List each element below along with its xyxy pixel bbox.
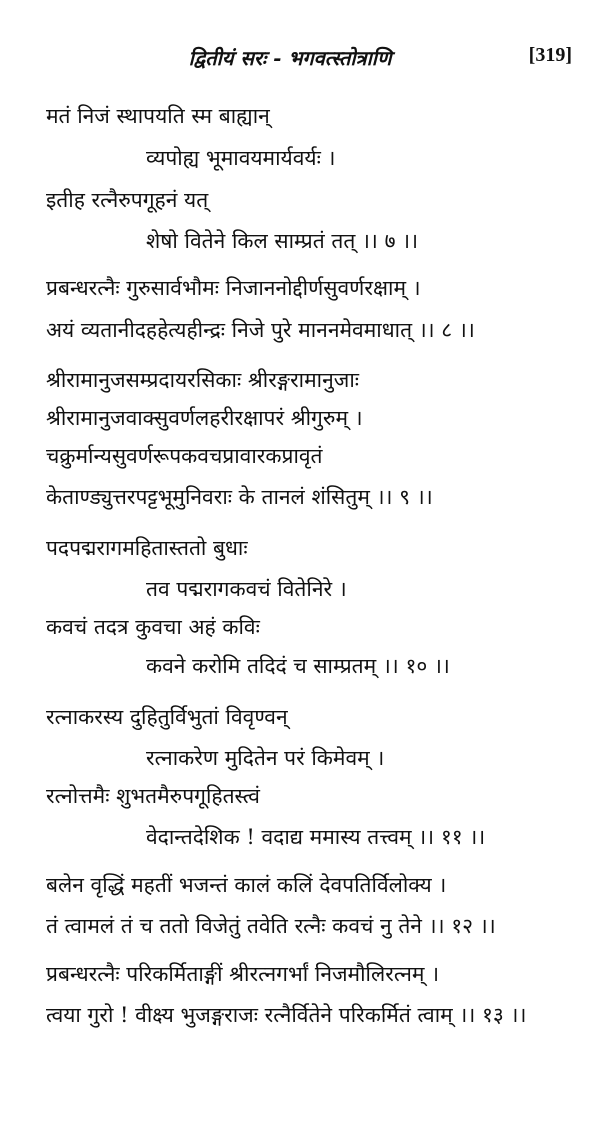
verse-line: कवचं तदत्र कुवचा अहं कविः <box>46 615 260 639</box>
verse-line: त्वया गुरो ! वीक्ष्य भुजङ्गराजः रत्नैर्वितेने परिकर्मितं त्वाम् ।। १३ ।। <box>46 1003 527 1027</box>
verse-line: मतं निजं स्थापयति स्म बाह्यान् <box>46 104 270 128</box>
verse-line: रत्नोत्तमैः शुभतमैरुपगूहितस्त्वं <box>46 784 260 808</box>
page-number: [319] <box>528 44 572 66</box>
verse-line: तव पद्मरागकवचं वितेनिरे । <box>146 577 347 601</box>
running-title: द्वितीयं सरः - भगवत्स्तोत्राणि <box>188 46 392 70</box>
verse-line: रत्नाकरस्य दुहितुर्विभुतां विवृण्वन् <box>46 705 288 729</box>
verse-line: श्रीरामानुजसम्प्रदायरसिकाः श्रीरङ्गरामानुजाः <box>46 368 360 392</box>
verse-line: रत्नाकरेण मुदितेन परं किमेवम् । <box>146 746 385 770</box>
verse-line: चक्रुर्मान्यसुवर्णरूपकवचप्रावारकप्रावृतं <box>46 444 323 468</box>
verse-line: प्रबन्धरत्नैः गुरुसार्वभौमः निजाननोद्दीर्णसुवर्णरक्षाम् । <box>46 276 421 300</box>
verse-line: कवने करोमि तदिदं च साम्प्रतम् ।। १० ।। <box>146 654 450 678</box>
verse-line: व्यपोह्य भूमावयमार्यवर्यः । <box>146 146 336 170</box>
verse-line: इतीह रत्नैरुपगूहनं यत् <box>46 188 209 212</box>
verse-line: शेषो वितेने किल साम्प्रतं तत् ।। ७ ।। <box>146 229 419 253</box>
verse-line: वेदान्तदेशिक ! वदाद्य ममास्य तत्त्वम् ।। ११ ।। <box>146 825 486 849</box>
verse-line: श्रीरामानुजवाक्सुवर्णलहरीरक्षापरं श्रीगुरुम् । <box>46 406 363 430</box>
verse-line: बलेन वृद्धिं महतीं भजन्तं कालं कलिं देवपतिर्विलोक्य । <box>46 873 447 897</box>
verse-line: केताण्ड्युत्तरपट्टभूमुनिवराः के तानलं शंसितुम् ।। ९ ।। <box>46 485 433 509</box>
verse-line: प्रबन्धरत्नैः परिकर्मिताङ्गीं श्रीरत्नगर्भां निजमौलिरत्नम् । <box>46 962 440 986</box>
verse-line: अयं व्यतानीदहहेत्यहीन्द्रः निजे पुरे माननमेवमाधात् ।। ८ ।। <box>46 318 475 342</box>
page-header <box>0 44 600 80</box>
verse-line: तं त्वामलं तं च ततो विजेतुं तवेति रत्नैः कवचं नु तेने ।। १२ ।। <box>46 914 496 938</box>
verse-line: पदपद्मरागमहितास्ततो बुधाः <box>46 536 248 560</box>
